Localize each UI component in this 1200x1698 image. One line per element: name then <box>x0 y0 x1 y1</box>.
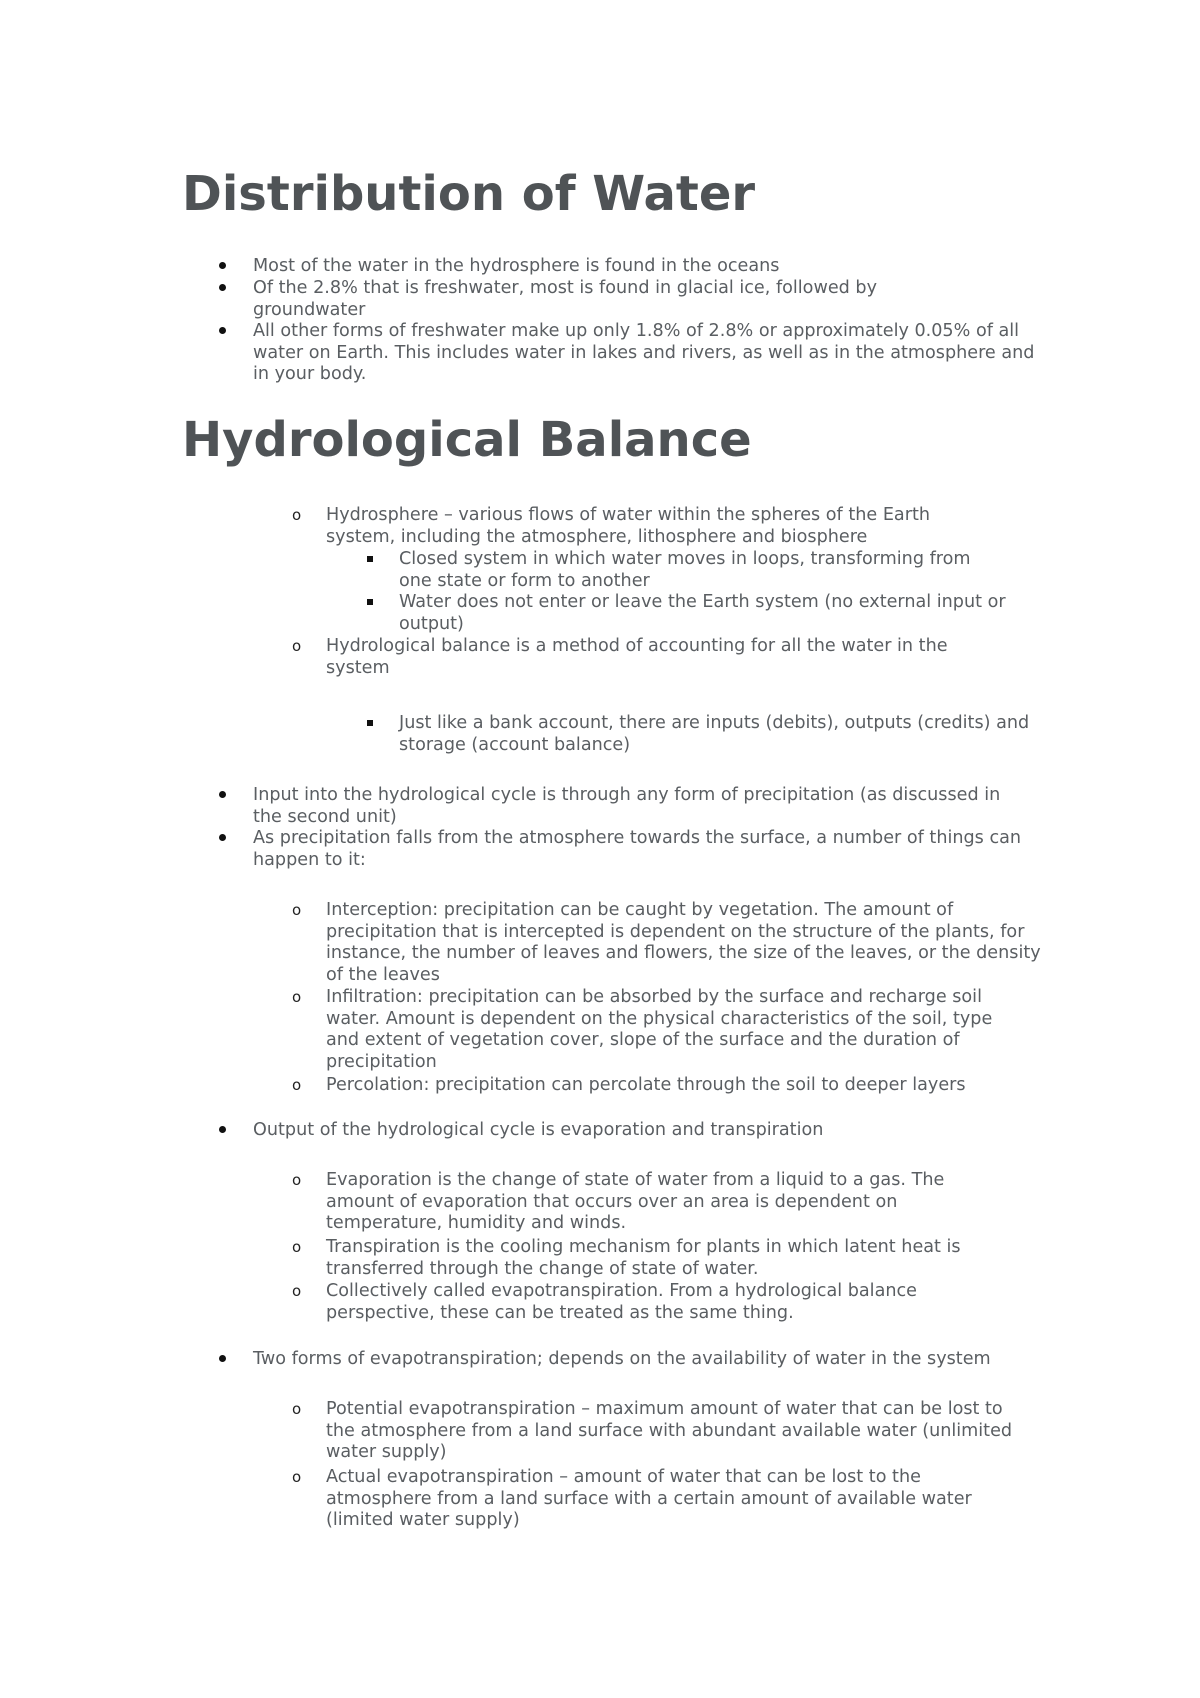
bullet-circle: o <box>292 1282 302 1300</box>
list-item: Most of the water in the hydrosphere is found in the oceans <box>253 256 780 276</box>
list-item: As precipitation falls from the atmosphere towards the surface, a number of things can happen to it: <box>253 828 1022 870</box>
list-item: Two forms of evapotranspiration; depends on the availability of water in the system <box>253 1349 991 1369</box>
bullet-circle: o <box>292 1171 302 1189</box>
list-item: All other forms of freshwater make up only 1.8% of 2.8% or approximately 0.05% of all water on Earth. This includes water in lakes and rivers, as well as in the atmosphere and in your body. <box>253 321 1035 384</box>
list-item: Percolation: precipitation can percolate through the soil to deeper layers <box>326 1075 966 1095</box>
list-item: Actual evapotranspiration – amount of water that can be lost to the atmosphere from a land surface with a certain amount of available water (limited water supply) <box>326 1467 972 1530</box>
list-item: Evaporation is the change of state of water from a liquid to a gas. The amount of evaporation that occurs over an area is dependent on temperature, humidity and winds. <box>326 1170 945 1233</box>
bullet-disc <box>219 262 226 269</box>
bullet-circle: o <box>292 1076 302 1094</box>
bullet-disc <box>219 834 226 841</box>
bullet-circle: o <box>292 1400 302 1418</box>
bullet-square <box>367 720 373 726</box>
bullet-circle: o <box>292 1238 302 1256</box>
bullet-disc <box>219 284 226 291</box>
bullet-circle: o <box>292 506 302 524</box>
list-item: Collectively called evapotranspiration. From a hydrological balance perspective, these can be treated as the same thing. <box>326 1281 917 1323</box>
bullet-disc <box>219 1355 226 1362</box>
bullet-circle: o <box>292 988 302 1006</box>
list-item: Just like a bank account, there are inputs (debits), outputs (credits) and storage (account balance) <box>399 713 1030 755</box>
bullet-circle: o <box>292 901 302 919</box>
list-item: Hydrological balance is a method of accounting for all the water in the system <box>326 636 948 678</box>
bullet-square <box>367 599 373 605</box>
list-item: Interception: precipitation can be caught by vegetation. The amount of precipitation that is intercepted is dependent on the structure of the plants, for instance, the number of leaves and flowers, the size of the leaves, or the density of the leaves <box>326 900 1041 985</box>
bullet-disc <box>219 791 226 798</box>
list-item: Input into the hydrological cycle is through any form of precipitation (as discussed in the second unit) <box>253 785 1001 827</box>
list-item: Transpiration is the cooling mechanism for plants in which latent heat is transferred through the change of state of water. <box>326 1237 961 1279</box>
list-item: Of the 2.8% that is freshwater, most is found in glacial ice, followed by groundwater <box>253 278 877 320</box>
bullet-disc <box>219 327 226 334</box>
list-item: Hydrosphere – various flows of water within the spheres of the Earth system, including the atmosphere, lithosphere and biosphere <box>326 505 930 547</box>
list-item: Potential evapotranspiration – maximum amount of water that can be lost to the atmosphere from a land surface with abundant available water (unlimited water supply) <box>326 1399 1013 1462</box>
list-item: Output of the hydrological cycle is evaporation and transpiration <box>253 1120 824 1140</box>
bullet-square <box>367 556 373 562</box>
list-item: Infiltration: precipitation can be absorbed by the surface and recharge soil water. Amount is dependent on the physical characteristics of the soil, type and extent of vegetation cover, slope of the surface and the duration of precipitation <box>326 987 993 1072</box>
heading-hydrological-balance: Hydrological Balance <box>182 412 752 468</box>
bullet-circle: o <box>292 637 302 655</box>
bullet-circle: o <box>292 1468 302 1486</box>
bullet-disc <box>219 1126 226 1133</box>
list-item: Closed system in which water moves in loops, transforming from one state or form to another <box>399 549 971 591</box>
heading-distribution-of-water: Distribution of Water <box>182 166 756 222</box>
list-item: Water does not enter or leave the Earth system (no external input or output) <box>399 592 1006 634</box>
